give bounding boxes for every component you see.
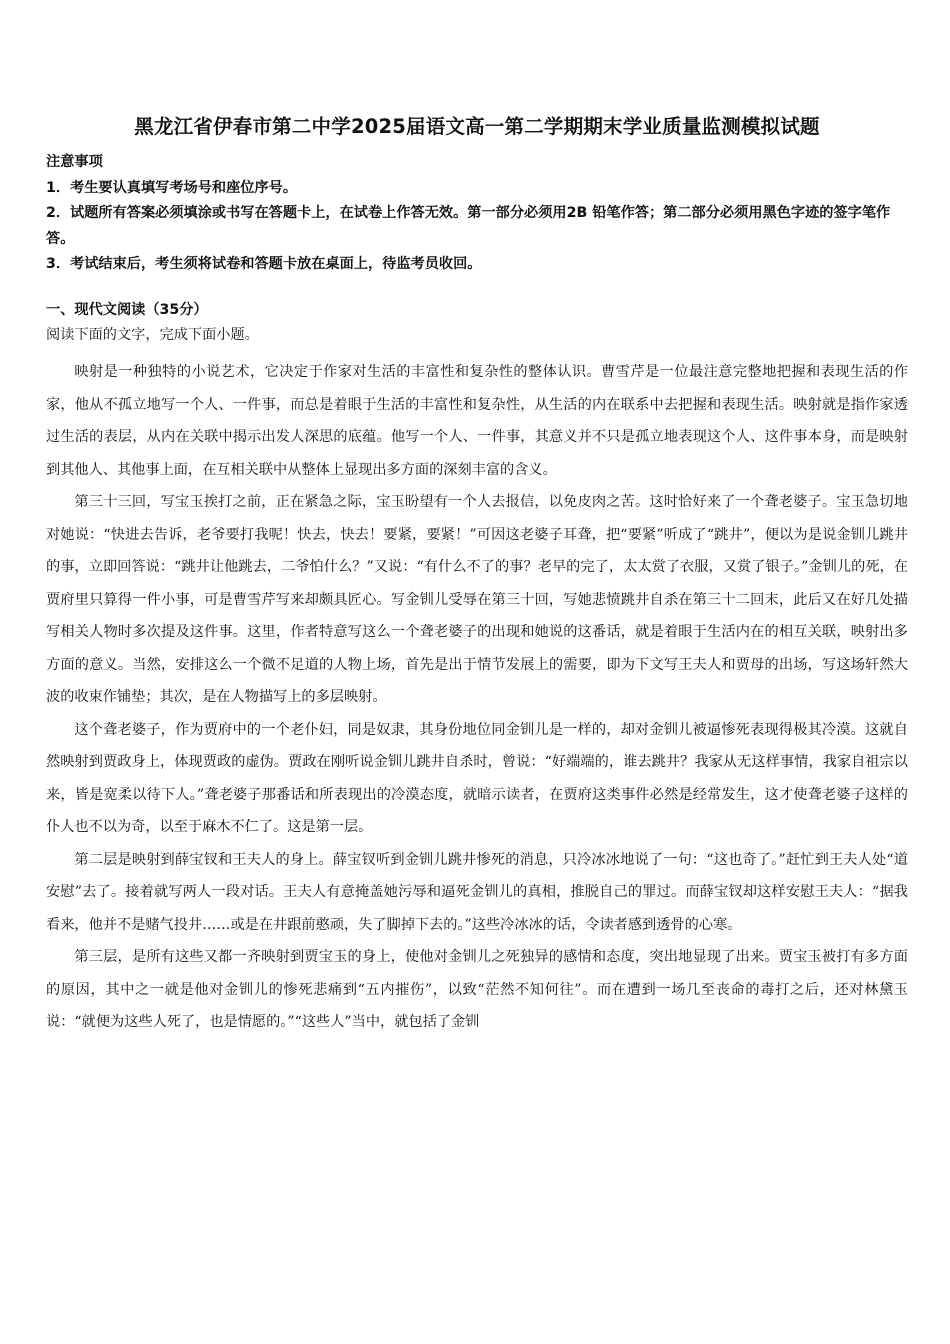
passage-paragraph-3: 这个聋老婆子，作为贾府中的一个老仆妇，同是奴隶，其身份地位同金钏儿是一样的，却对金钏儿被逼惨死表现得极其冷漠。这就自然映射到贾政身上，体现贾政的虚伪。贾政在刚听说金钏儿跳井自杀时，曾说：“好端端的，谁去跳井？我家从无这样事情，我家自祖宗以来，皆是宽柔以待下人。”聋老婆子那番话和所表现出的冷漠态度，就暗示读者，在贾府这类事件必然是经常发生，这才使聋老婆子这样的仆人也不以为奇，以至于麻木不仁了。这是第一层。 — [46, 721, 908, 835]
reading-section-header — [46, 298, 908, 348]
document-title: 黑龙江省伊春市第二中学2025届语文高一第二学期期末学业质量监测模拟试题 — [134, 115, 820, 138]
section-heading: 一、现代文阅读（35分） — [46, 302, 208, 318]
passage-paragraph-5: 第三层，是所有这些又都一齐映射到贾宝玉的身上，使他对金钏儿之死独异的感情和态度，突出地显现了出来。贾宝玉被打有多方面的原因，其中之一就是他对金钏儿的惨死悲痛到“五内摧伤”，以致“茫然不知何往”。而在遭到一场几至丧命的毒打之后，还对林黛玉说：“就便为这些人死了，也是情愿的。”“这些人”当中，就包括了金钏 — [46, 949, 908, 1030]
section-instruction: 阅读下面的文字，完成下面小题。 — [46, 327, 259, 343]
passage-paragraph-1: 映射是一种独特的小说艺术，它决定于作家对生活的丰富性和复杂性的整体认识。曹雪芹是一位最注意完整地把握和表现生活的作家，他从不孤立地写一个人、一件事，而总是着眼于生活的丰富性和复杂性，从生活的内在联系中去把握和表现生活。映射就是指作家透过生活的表层，从内在关联中揭示出发人深思的底蕴。他写一个人、一件事，其意义并不只是孤立地表现这个人、这件事本身，而是映射到其他人、其他事上面，在互相关联中从整体上显现出多方面的深刻丰富的含义。 — [46, 364, 908, 478]
passage-paragraph-4: 第二层是映射到薛宝钗和王夫人的身上。薛宝钗听到金钏儿跳井惨死的消息，只冷冰冰地说了一句：“这也奇了。”赶忙到王夫人处“道安慰”去了。接着就写两人一段对话。王夫人有意掩盖她污辱和逼死金钏儿的真相，推脱自己的罪过。而薛宝钗却这样安慰王夫人：“据我看来，他并不是赌气投井……或是在井跟前憨顽，失了脚掉下去的。”这些冷冰冰的话，令读者感到透骨的心寒。 — [46, 851, 908, 933]
notice-heading: 注意事项 — [46, 154, 103, 170]
reading-passage — [46, 356, 908, 1039]
notice-item-1: 1．考生要认真填写考场号和座位序号。 — [46, 179, 298, 196]
passage-paragraph-2: 第三十三回，写宝玉挨打之前，正在紧急之际，宝玉盼望有一个人去报信，以免皮肉之苦。这时恰好来了一个聋老婆子。宝玉急切地对她说：“快进去告诉，老爷要打我呢！快去，快去！要紧，要紧！”可因这老婆子耳聋，把“要紧”听成了“跳井”，便以为是说金钏儿跳井的事，立即回答说：“跳井让他跳去，二爷怕什么？”又说：“有什么不了的事？老早的完了，太太赏了衣服，又赏了银子。”金钏儿的死，在贾府里只算得一件小事，可是曹雪芹写来却颇具匠心。写金钏儿受辱在第三十回，写她悲愤跳井自杀在第三十二回末，此后又在好几处描写相关人物时多次提及这件事。这里，作者特意写这么一个聋老婆子的出现和她说的这番话，就是着眼于生活内在的相互关联，映射出多方面的意义。当然，安排这么一个微不足道的人物上场，首先是出于情节发展上的需要，即为下文写王夫人和贾母的出场，写这场轩然大波的收束作铺垫；其次，是在人物描写上的多层映射。 — [46, 494, 908, 705]
notice-block — [46, 150, 908, 278]
notice-item-2: 2．试题所有答案必须填涂或书写在答题卡上，在试卷上作答无效。第一部分必须用2B 铅笔作答；第二部分必须用黑色字迹的签字笔作答。 — [46, 205, 891, 247]
notice-item-3: 3．考试结束后，考生须将试卷和答题卡放在桌面上，待监考员收回。 — [46, 256, 482, 272]
